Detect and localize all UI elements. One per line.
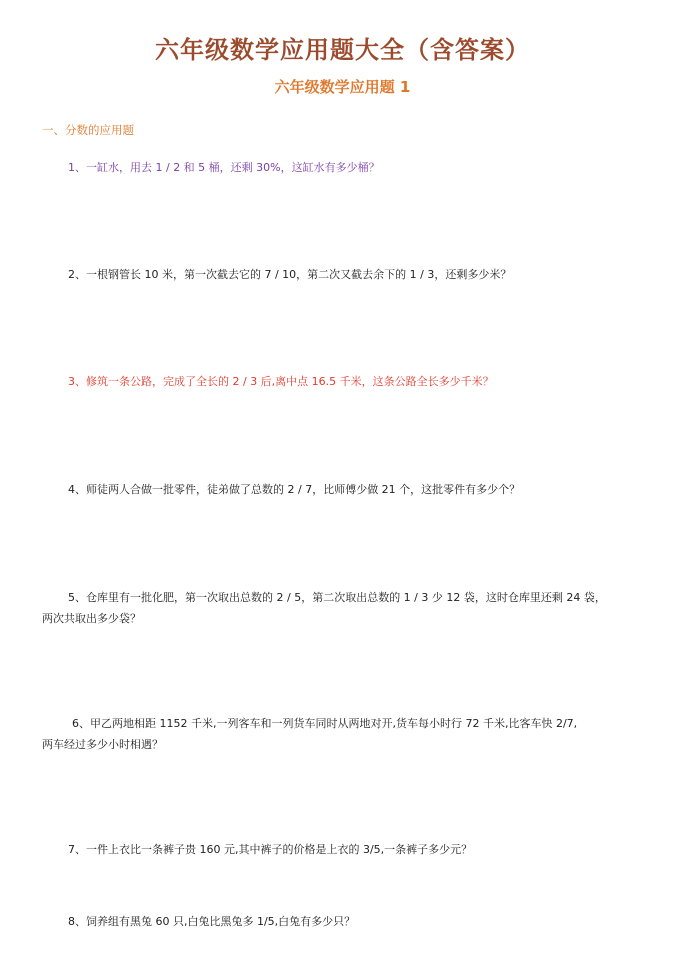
question-8 xyxy=(68,911,355,932)
question-3-text: 3、修筑一条公路，完成了全长的 2 / 3 后,离中点 16.5 千米，这条公路全长多少千米？ xyxy=(68,375,494,388)
question-3 xyxy=(68,371,494,392)
question-5-continuation: 两次共取出多少袋？ xyxy=(42,612,141,625)
question-6-text: 6、甲乙两地相距 1152 千米,一列客车和一列货车同时从两地对开,货车每小时行 72 千米,比客车快 2/7, xyxy=(72,717,578,730)
question-1-text: 1、一缸水，用去 1 / 2 和 5 桶，还剩 30%，这缸水有多少桶？ xyxy=(68,161,380,174)
question-8-text: 8、饲养组有黑兔 60 只,白兔比黑兔多 1/5,白兔有多少只？ xyxy=(68,915,356,928)
question-6 xyxy=(42,713,577,755)
question-6-continuation: 两车经过多少小时相遇？ xyxy=(42,738,163,751)
question-4 xyxy=(68,479,520,500)
document-title: 六年级数学应用题大全（含答案） xyxy=(155,36,530,64)
document-subtitle: 六年级数学应用题 1 xyxy=(274,78,411,96)
question-1 xyxy=(68,157,380,178)
question-2 xyxy=(68,264,511,285)
section-heading: 一、分数的应用题 xyxy=(42,123,134,137)
question-7 xyxy=(68,839,472,860)
question-5 xyxy=(42,587,606,629)
question-2-text: 2、一根钢管长 10 米，第一次截去它的 7 / 10，第二次又截去余下的 1 / 3，还剩多少米？ xyxy=(68,268,512,281)
question-5-text: 5、仓库里有一批化肥，第一次取出总数的 2 / 5，第二次取出总数的 1 / 3 少 12 袋，这时仓库里还剩 24 袋， xyxy=(68,591,606,604)
question-7-text: 7、一件上衣比一条裤子贵 160 元,其中裤子的价格是上衣的 3/5,一条裤子多少元？ xyxy=(68,843,473,856)
question-4-text: 4、师徒两人合做一批零件，徒弟做了总数的 2 / 7，比师傅少做 21 个，这批零件有多少个？ xyxy=(68,483,521,496)
